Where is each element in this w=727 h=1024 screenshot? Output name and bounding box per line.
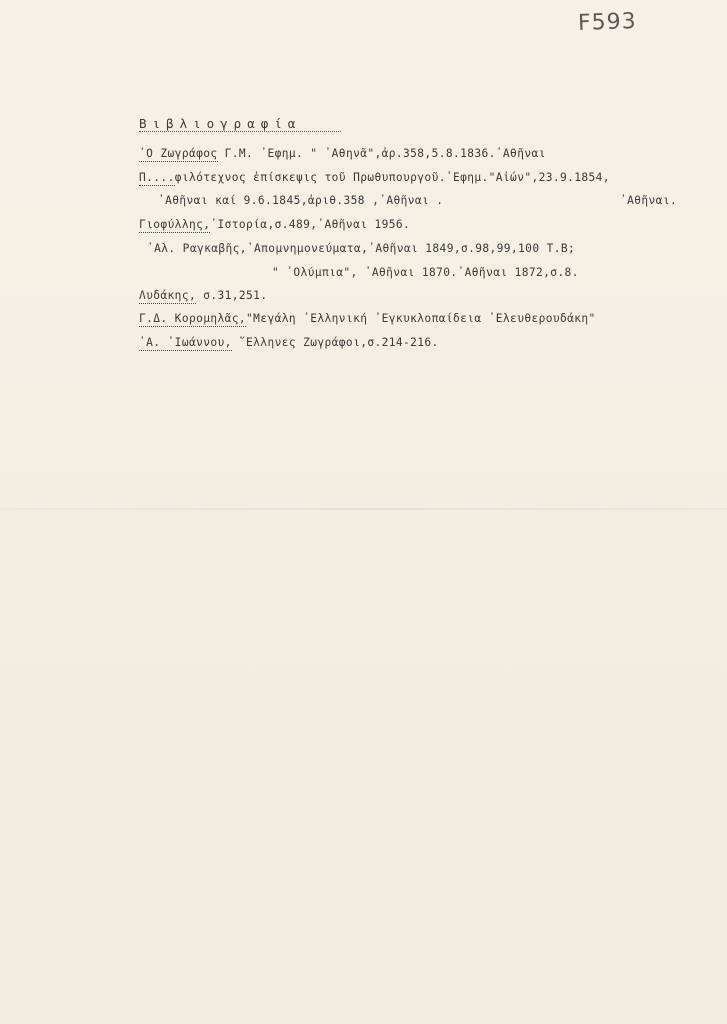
entry-author: Π....	[139, 171, 175, 184]
entry-text: " ᾽Ολύμπια", ᾽Αθῆναι 1870.᾽Αθῆναι 1872,σ.8.	[272, 266, 579, 279]
entry-text: ᾽Αθῆναι.	[620, 194, 678, 207]
entry-author: Λυδάκης,	[139, 289, 197, 302]
page-title: Βιβλιογραφία	[139, 116, 302, 131]
bibliography-entry-continuation	[158, 194, 443, 207]
entry-text: ῞Ελληνες Ζωγράφοι,σ.214-216.	[231, 336, 439, 349]
entry-author: Γ.Δ. Κορομηλᾶς,	[139, 312, 247, 325]
bibliography-entry	[139, 289, 267, 302]
title-underline	[139, 131, 341, 132]
entry-author: ᾽Α. ᾽Ιωάννου,	[139, 336, 232, 349]
bibliography-entry-continuation	[272, 266, 579, 279]
entry-author: ᾽Ο Ζωγράφος	[139, 147, 218, 160]
bibliography-entry	[139, 147, 546, 160]
bibliography-entry	[139, 171, 610, 184]
entry-text: ᾽Αθῆναι καί 9.6.1845,ἀριθ.358 ,᾽Αθῆναι .	[158, 194, 444, 207]
entry-text: ᾽Αλ. Ραγκαβῆς,᾽Απομνημονεύματα,᾽Αθῆναι 1849,σ.98,99,100 Τ.Β;	[147, 242, 576, 255]
entry-text: φιλότεχνος ἐπίσκεψις τοῦ Πρωθυπουργοῦ.᾽Εφημ."Αἰών",23.9.1854,	[174, 171, 610, 184]
entry-trailing-text	[620, 194, 677, 207]
entry-text: ᾽Ιστορία,σ.489,᾽Αθῆναι 1956.	[210, 218, 411, 231]
bibliography-entry	[139, 336, 439, 349]
entry-text: Γ.Μ. ᾽Εφημ. " ᾽Αθηνᾶ",ἀρ.358,5.8.1836.᾽Αθῆναι	[217, 147, 546, 160]
bibliography-entry	[147, 242, 575, 255]
bibliography-entry	[139, 218, 410, 231]
archive-code: F593	[577, 8, 638, 37]
paper-fold-line	[0, 508, 727, 510]
entry-text: "Μεγάλη ᾽Ελληνική ᾽Εγκυκλοπαίδεια ᾽Ελευθερουδάκη"	[246, 312, 596, 325]
bibliography-entry	[139, 312, 596, 325]
entry-author: Γιοφύλλης,	[139, 218, 211, 231]
entry-text: σ.31,251.	[196, 289, 268, 302]
